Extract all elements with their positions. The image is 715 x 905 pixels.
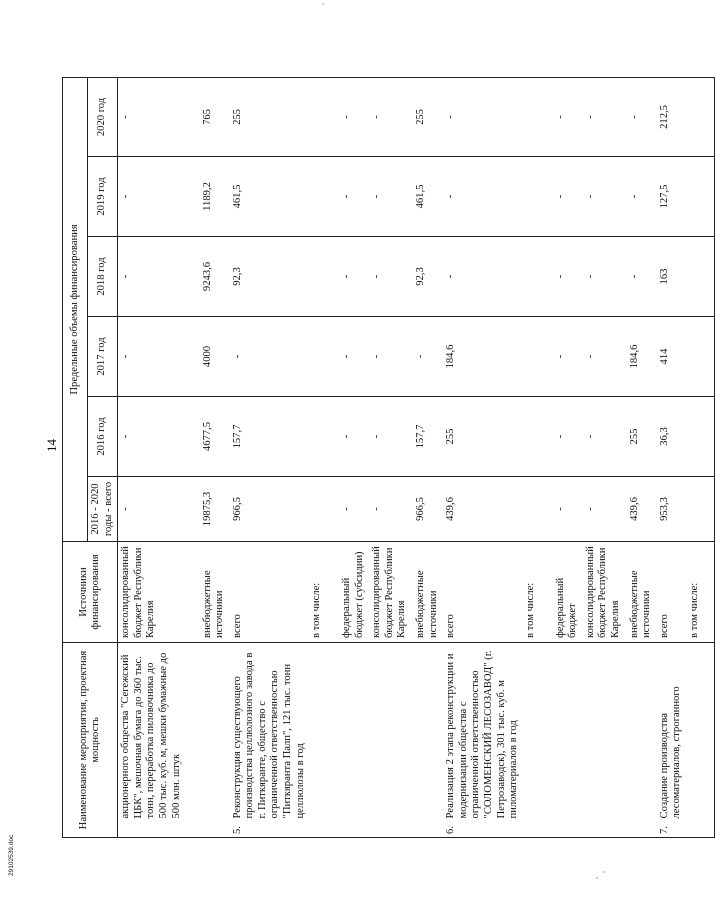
measure-name [413, 643, 443, 823]
value-2020: - [627, 77, 657, 156]
value-2018 [523, 237, 553, 317]
header-sources: Источники финансирования [63, 542, 118, 643]
value-2017: - [118, 317, 200, 397]
row-number [687, 823, 715, 838]
measure-name: Создание производства лесоматериалов, строганного [657, 643, 687, 823]
funding-source: внебюджетные источники [413, 542, 443, 643]
value-2020: 765 [200, 77, 230, 156]
row-number [583, 823, 627, 838]
measure-name: акционерного общества "Сегежский ЦБК", мешочная бумага до 360 тыс. тонн, переработка пиловочника до 500 тыс. куб. м, мешки бумажные до 500 млн. штук [118, 643, 200, 823]
value-2019: - [443, 157, 523, 237]
measure-name [339, 643, 369, 823]
header-year-2018: 2018 год [88, 237, 118, 317]
value-2018: - [553, 237, 583, 317]
scan-speck [322, 3, 324, 5]
value-total: 953,3 [657, 477, 687, 542]
value-total: 439,6 [443, 477, 523, 542]
measure-name [583, 643, 627, 823]
table-row [200, 77, 230, 837]
row-number [627, 823, 657, 838]
scan-speck [603, 871, 605, 873]
value-2019: 127,5 [657, 157, 687, 237]
value-total: - [583, 477, 627, 542]
value-2017 [309, 317, 339, 397]
value-2018: 163 [657, 237, 687, 317]
value-2016: 255 [627, 397, 657, 477]
row-number [413, 823, 443, 838]
value-2017: - [413, 317, 443, 397]
funding-source: всего [230, 542, 310, 643]
value-2018 [687, 237, 715, 317]
value-total: - [118, 477, 200, 542]
measure-name [627, 643, 657, 823]
page-number: 14 [44, 439, 59, 452]
row-number [200, 823, 230, 838]
funding-source: консолидированный бюджет Республики Карелия [583, 542, 627, 643]
value-total: - [369, 477, 413, 542]
row-number [369, 823, 413, 838]
table-row [443, 77, 523, 837]
value-2019: - [553, 157, 583, 237]
value-2020 [523, 77, 553, 156]
value-2018: - [339, 237, 369, 317]
header-year-2020: 2020 год [88, 77, 118, 156]
header-year-2019: 2019 год [88, 157, 118, 237]
value-2016: 4677,5 [200, 397, 230, 477]
measure-name [309, 643, 339, 823]
value-2016: 255 [443, 397, 523, 477]
row-number [553, 823, 583, 838]
table-row [523, 77, 553, 837]
value-2020: - [583, 77, 627, 156]
value-2016: - [583, 397, 627, 477]
measure-name [523, 643, 553, 823]
table-row [118, 77, 200, 837]
value-2020: 255 [230, 77, 310, 156]
value-total: 19875,3 [200, 477, 230, 542]
scan-speck [596, 877, 598, 879]
table-row [309, 77, 339, 837]
row-number: 7. [657, 823, 687, 838]
header-name: Наименование мероприятия, проектная мощность [63, 643, 118, 838]
value-2017 [523, 317, 553, 397]
value-2016: - [118, 397, 200, 477]
row-number: 5. [230, 823, 310, 838]
measure-name: Реализация 2 этапа реконструкции и модернизации общества с ограниченной ответственностью "СОЛОМЕНСКИЙ ЛЕСОЗАВОД" (г. Петрозаводск), 301 тыс. куб. м пиломатериалов в год [443, 643, 523, 823]
value-2020: - [369, 77, 413, 156]
value-2020: 212,5 [657, 77, 687, 156]
table-row [339, 77, 369, 837]
row-number [339, 823, 369, 838]
funding-source: всего [657, 542, 687, 643]
table-row [687, 77, 715, 837]
value-2017: - [369, 317, 413, 397]
table-row [553, 77, 583, 837]
value-2017: 184,6 [443, 317, 523, 397]
funding-source: в том числе: [687, 542, 715, 643]
row-number [118, 823, 200, 838]
value-2020: - [443, 77, 523, 156]
table-body [118, 77, 715, 837]
value-2019: 461,5 [413, 157, 443, 237]
value-2019 [523, 157, 553, 237]
value-2020 [687, 77, 715, 156]
value-2016 [309, 397, 339, 477]
funding-source: федеральный бюджет (субсидии) [339, 542, 369, 643]
header-limits: Предельные объемы финансирования [63, 77, 88, 541]
table-row [583, 77, 627, 837]
value-2019: 461,5 [230, 157, 310, 237]
value-2019 [687, 157, 715, 237]
row-number: 6. [443, 823, 523, 838]
table-row [413, 77, 443, 837]
value-total: 966,5 [230, 477, 310, 542]
table-row [627, 77, 657, 837]
value-2017: 414 [657, 317, 687, 397]
value-2016: - [553, 397, 583, 477]
value-2019: - [583, 157, 627, 237]
value-2017: 4000 [200, 317, 230, 397]
value-2019: - [339, 157, 369, 237]
value-2016: 157,7 [230, 397, 310, 477]
value-2017: - [230, 317, 310, 397]
value-2016 [687, 397, 715, 477]
funding-source: консолидированный бюджет Республики Карелия [118, 542, 200, 643]
value-2018: - [369, 237, 413, 317]
row-number [309, 823, 339, 838]
table-row [657, 77, 687, 837]
row-number [523, 823, 553, 838]
value-2018: 92,3 [413, 237, 443, 317]
footer-doc-id: 29102539.doc [8, 834, 15, 876]
measure-name [553, 643, 583, 823]
value-2016: 157,7 [413, 397, 443, 477]
funding-source: в том числе: [523, 542, 553, 643]
value-2016: - [339, 397, 369, 477]
value-total: - [553, 477, 583, 542]
value-2020: - [339, 77, 369, 156]
funding-source: федеральный бюджет [553, 542, 583, 643]
header-year-2017: 2017 год [88, 317, 118, 397]
value-2018: 9243,6 [200, 237, 230, 317]
measure-name [687, 643, 715, 823]
value-2018: 92,3 [230, 237, 310, 317]
value-2020: - [553, 77, 583, 156]
value-2018: - [627, 237, 657, 317]
value-2018: - [118, 237, 200, 317]
value-2019: - [627, 157, 657, 237]
value-total: 439,6 [627, 477, 657, 542]
funding-source: всего [443, 542, 523, 643]
value-2019: - [369, 157, 413, 237]
value-total [687, 477, 715, 542]
value-2020 [309, 77, 339, 156]
funding-source: внебюджетные источники [200, 542, 230, 643]
value-total [309, 477, 339, 542]
value-2018: - [443, 237, 523, 317]
value-2019: 1189,2 [200, 157, 230, 237]
measure-name [200, 643, 230, 823]
value-total: - [339, 477, 369, 542]
value-2016: - [369, 397, 413, 477]
value-2017 [687, 317, 715, 397]
value-total [523, 477, 553, 542]
value-2017: 184,6 [627, 317, 657, 397]
funding-source: внебюджетные источники [627, 542, 657, 643]
value-2016 [523, 397, 553, 477]
table-row [369, 77, 413, 837]
value-2016: 36,3 [657, 397, 687, 477]
header-year-total: 2016 - 2020 годы - всего [88, 477, 118, 542]
value-total: 966,5 [413, 477, 443, 542]
measure-name: Реконструкция существующего производства целлюлозного завода в г. Питкяранте, общество с ограниченной ответственностью "Питкяранта Палп", 121 тыс. тонн целлюлозы в год [230, 643, 310, 823]
value-2020: 255 [413, 77, 443, 156]
value-2020: - [118, 77, 200, 156]
funding-source: в том числе: [309, 542, 339, 643]
measure-name [369, 643, 413, 823]
value-2018: - [583, 237, 627, 317]
value-2017: - [339, 317, 369, 397]
header-year-2016: 2016 год [88, 397, 118, 477]
value-2017: - [583, 317, 627, 397]
value-2019: - [118, 157, 200, 237]
value-2017: - [553, 317, 583, 397]
rotated-page [62, 78, 700, 838]
table-row [230, 77, 310, 837]
value-2018 [309, 237, 339, 317]
funding-source: консолидированный бюджет Республики Карелия [369, 542, 413, 643]
value-2019 [309, 157, 339, 237]
financing-table [62, 77, 715, 838]
